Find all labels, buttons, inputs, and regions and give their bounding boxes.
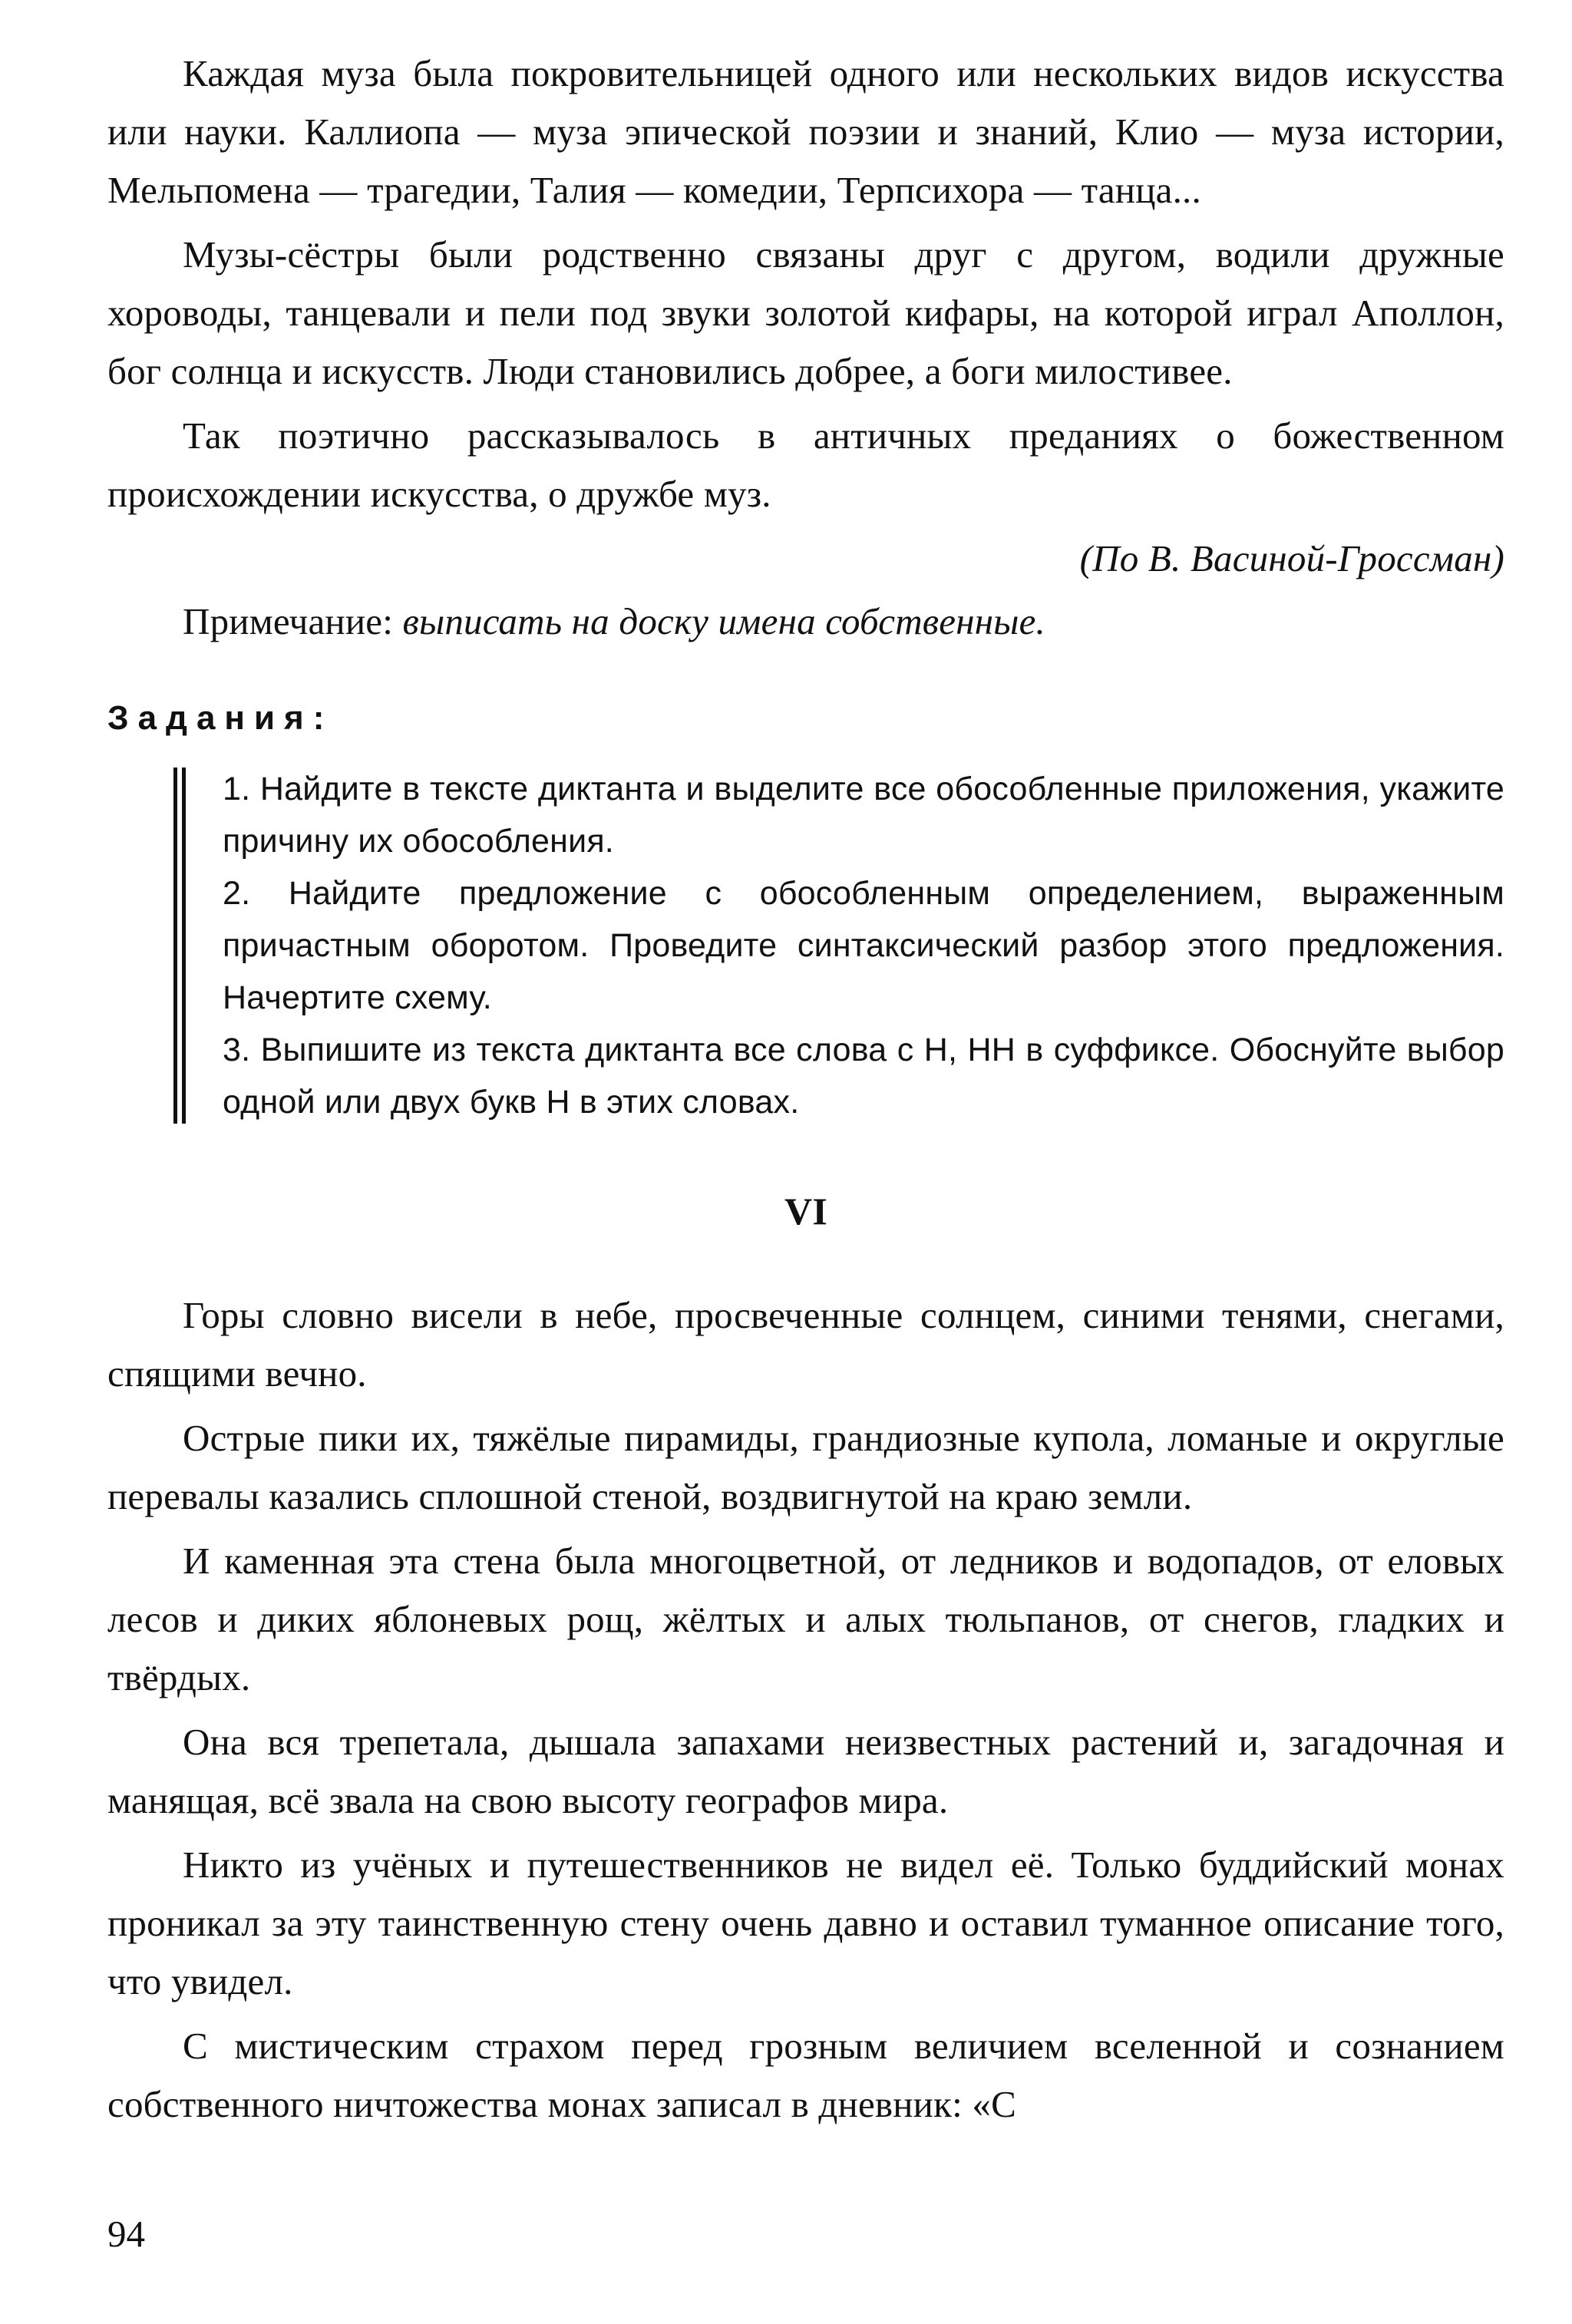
source-attribution: (По В. Васиной-Гроссман) — [1079, 537, 1504, 579]
paragraph-muses-patrons: Каждая муза была покровительницей одного или нескольких видов искусства или науки. Каллиопа — муза эпической поэзии и знаний, Клио — муза истории, Мельпомена — трагедии, Талия — комедии, Терпсихора — танца... — [107, 52, 1504, 211]
paragraph-mountain-peaks: Острые пики их, тяжёлые пирамиды, грандиозные купола, ломаные и округлые перевалы казались сплошной стеной, воздвигнутой на краю земли. — [107, 1417, 1504, 1517]
task-item-1: 1. Найдите в тексте диктанта и выделите все обособленные приложения, укажите причину их обособления. — [223, 771, 1504, 860]
task-item-3: 3. Выпишите из текста диктанта все слова с Н, НН в суффиксе. Обоснуйте выбор одной или двух букв Н в этих словах. — [223, 1032, 1504, 1121]
note-text: выписать на доску имена собственные. — [402, 600, 1045, 642]
paragraph-muses-sisters: Музы-сёстры были родственно связаны друг с другом, водили дружные хороводы, танцевали и пели под звуки золотой кифары, на которой играл Аполлон, бог солнца и искусств. Люди становились добрее, а боги милостивее. — [107, 233, 1504, 392]
paragraph-antique-legends: Так поэтично рассказывалось в античных преданиях о божественном происхождении искусства, о дружбе муз. — [107, 414, 1504, 515]
task-item-2: 2. Найдите предложение с обособленным определением, выраженным причастным оборотом. Проведите синтаксический разбор этого предложения. Начертите схему. — [223, 875, 1504, 1016]
page-content — [107, 45, 1504, 2140]
paragraph-trembling-wall: Она вся трепетала, дышала запахами неизвестных растений и, загадочная и манящая, всё звала на свою высоту географов мира. — [107, 1721, 1504, 1821]
section-number: VI — [784, 1190, 827, 1233]
tasks-title: Задания: — [107, 699, 334, 737]
note-label: Примечание: — [183, 600, 394, 642]
note — [107, 593, 1504, 651]
paragraph-mystic-fear: С мистическим страхом перед грозным величием вселенной и сознанием собственного ничтожества монах записал в дневник: «С — [107, 2025, 1504, 2125]
paragraph-stone-wall: И каменная эта стена была многоцветной, от ледников и водопадов, от еловых лесов и диких яблоневых рощ, жёлтых и алых тюльпанов, от снегов, гладких и твёрдых. — [107, 1540, 1504, 1698]
paragraph-mountains-sky: Горы словно висели в небе, просвеченные солнцем, синими тенями, снегами, спящими вечно. — [107, 1294, 1504, 1395]
paragraph-buddhist-monk: Никто из учёных и путешественников не видел её. Только буддийский монах проникал за эту таинственную стену очень давно и оставил туманное описание того, что увидел. — [107, 1844, 1504, 2002]
page-number: 94 — [107, 2213, 145, 2255]
tasks-list — [173, 763, 1504, 1128]
